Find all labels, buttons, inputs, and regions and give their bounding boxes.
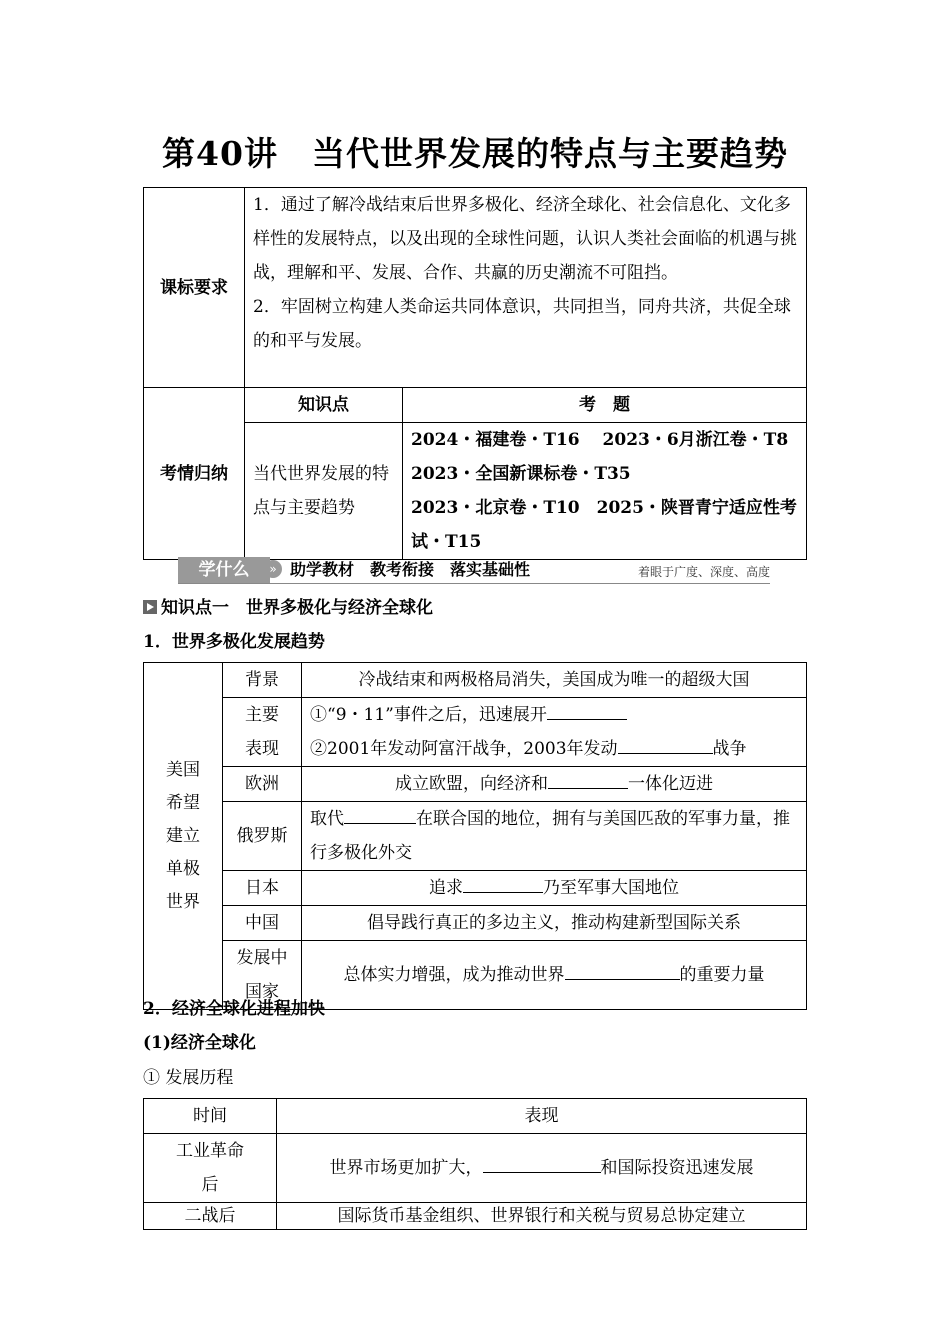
requirement-item-1: 1．通过了解冷战结束后世界多极化、经济全球化、社会信息化、文化多样性的发展特点，以及出现的全球性问题，认识人类社会面临的机遇与挑战，理解和平、发展、合作、共赢的历史潮流不可阻挡。 <box>253 195 797 283</box>
fill-blank[interactable] <box>565 963 680 980</box>
knowledge-cell: 当代世界发展的特点与主要趋势 <box>245 423 403 560</box>
fill-blank[interactable] <box>344 807 416 824</box>
exam-label: 考情归纳 <box>144 388 245 560</box>
banner-divider <box>178 583 770 584</box>
col-show: 表现 <box>277 1099 807 1134</box>
col-questions: 考 题 <box>403 388 807 423</box>
time-cell: 工业革命后 <box>144 1134 277 1203</box>
fill-blank[interactable] <box>483 1156 601 1173</box>
row-value: 追求 乃至军事大国地位 <box>302 871 807 906</box>
banner-motto: 着眼于广度、深度、高度 <box>637 565 770 579</box>
row-value: 成立欧盟，向经济和 一体化迈进 <box>302 767 807 802</box>
row-key: 背景 <box>223 663 302 698</box>
subheading-history: ① 发展历程 <box>143 1068 234 1088</box>
row-key: 发展中国家 <box>223 941 302 1010</box>
question-line-1: 2024・福建卷・T16 2023・6月浙江卷・T8 <box>411 430 789 450</box>
play-icon <box>143 600 157 614</box>
row-key: 日本 <box>223 871 302 906</box>
question-line-3: 2023・北京卷・T10 2025・陕晋青宁适应性考试・T15 <box>411 498 797 552</box>
fill-blank[interactable] <box>618 737 713 754</box>
row-key: 主要表现 <box>223 698 302 767</box>
overview-table <box>143 187 807 560</box>
multipolar-table <box>143 662 807 1010</box>
page-title: 第40讲 当代世界发展的特点与主要趋势 <box>162 134 788 173</box>
fill-blank[interactable] <box>463 876 543 893</box>
subheading-multipolar: 1．世界多极化发展趋势 <box>143 632 325 652</box>
row-value: 冷战结束和两极格局消失，美国成为唯一的超级大国 <box>302 663 807 698</box>
section-banner <box>178 557 770 585</box>
subheading-economic: (1)经济全球化 <box>143 1033 256 1053</box>
question-line-2: 2023・全国新课标卷・T35 <box>411 464 631 484</box>
row-value: 倡导践行真正的多边主义，推动构建新型国际关系 <box>302 906 807 941</box>
requirements-cell <box>245 188 807 388</box>
row-value: 总体实力增强，成为推动世界 的重要力量 <box>302 941 807 1010</box>
knowledge-heading: 知识点一 世界多极化与经济全球化 <box>143 596 433 620</box>
row-key: 俄罗斯 <box>223 802 302 871</box>
banner-slogan: 助学教材 教考衔接 落实基础性 <box>290 560 531 579</box>
row-key: 欧洲 <box>223 767 302 802</box>
show-cell: 世界市场更加扩大， 和国际投资迅速发展 <box>277 1134 807 1203</box>
requirements-label: 课标要求 <box>144 188 245 388</box>
chevron-right-icon: » <box>264 560 282 578</box>
banner-tag: 学什么 <box>178 557 270 583</box>
time-cell: 二战后 <box>144 1203 277 1230</box>
show-cell: 国际货币基金组织、世界银行和关税与贸易总协定建立 <box>277 1203 807 1230</box>
history-table <box>143 1098 807 1230</box>
row-key: 中国 <box>223 906 302 941</box>
left-label-cell: 美国希望建立单极世界 <box>144 663 223 1010</box>
col-time: 时间 <box>144 1099 277 1134</box>
col-knowledge: 知识点 <box>245 388 403 423</box>
questions-cell <box>403 423 807 560</box>
fill-blank[interactable] <box>547 703 627 720</box>
row-value: 取代 在联合国的地位，拥有与美国匹敌的军事力量，推行多极化外交 <box>302 802 807 871</box>
requirement-item-2: 2．牢固树立构建人类命运共同体意识，共同担当，同舟共济，共促全球的和平与发展。 <box>253 297 791 351</box>
subheading-globalization: 2．经济全球化进程加快 <box>143 999 325 1019</box>
fill-blank[interactable] <box>548 772 628 789</box>
row-value: ①“9・11”事件之后，迅速展开 ②2001年发动阿富汗战争，2003年发动 战争 <box>302 698 807 767</box>
